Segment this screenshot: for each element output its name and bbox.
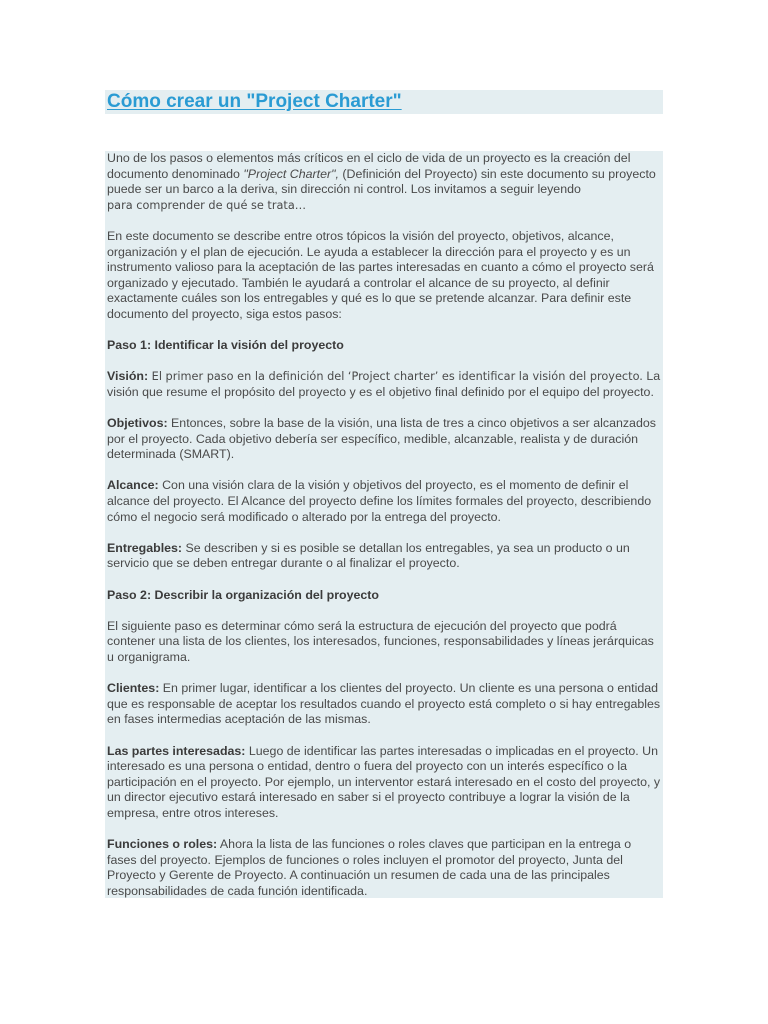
funciones-text: Ahora la lista de las funciones o roles claves que participan en la entrega o fases del proyecto. Ejemplos de funciones o roles incluyen el promotor del proyecto, Junta del Proyecto y Gerente de Proyecto. A continuación un resumen de cada una de las principales responsabilidades de cada función identificada. — [107, 837, 632, 898]
entregables-label: Entregables: — [107, 540, 183, 555]
clientes-label: Clientes: — [107, 681, 160, 696]
objetivos-text: Entonces, sobre la base de la visión, una lista de tres a cinco objetivos a ser alcanzados por el proyecto. Cada objetivo debería ser específico, medible, alcanzable, realista y de duración determinada (SMART). — [107, 416, 656, 462]
vision-label: Visión: — [107, 369, 149, 384]
vision-text: El primer paso en la definición del ‘Project charter’ es identificar la visión del proyecto. — [148, 370, 643, 384]
clientes-text: En primer lugar, identificar a los clientes del proyecto. Un cliente es una persona o entidad que es responsable de aceptar los resultados cuando el proyecto está completo o si hay entregables en fases intermedias aceptación de las mismas. — [107, 681, 661, 727]
partes-text: Luego de identificar las partes interesadas o implicadas en el proyecto. Un interesado es una persona o entidad, dentro o fuera del proyecto con un interés específico o la participación en el proyecto. Por ejemplo, un interventor estará interesado en el costo del proyecto, y un director ejecutivo estará interesado en saber si el proyecto contribuye a lograr la visión de la empresa, entre otros intereses. — [107, 743, 661, 820]
clientes-paragraph — [107, 681, 663, 728]
step1-heading: Paso 1: Identificar la visión del proyecto — [107, 338, 344, 353]
funciones-label: Funciones o roles: — [107, 837, 218, 852]
objetivos-paragraph — [107, 416, 663, 463]
vision-paragraph — [107, 369, 663, 400]
alcance-text: Con una visión clara de la visión y objetivos del proyecto, es el momento de definir el alcance del proyecto. El Alcance del proyecto define los límites formales del proyecto, describiendo cómo el negocio será modificado o alterado por la entrega del proyecto. — [107, 478, 652, 524]
intro-tail: para comprender de qué se trata… — [107, 198, 307, 212]
intro-paragraph — [107, 151, 663, 213]
entregables-paragraph — [107, 541, 663, 572]
document-title: Cómo crear un "Project Charter" — [107, 91, 402, 112]
step2-heading: Paso 2: Describir la organización del proyecto — [107, 587, 379, 602]
intro-text-continued: (Definición del Proyecto) sin este documento su proyecto puede ser un barco a la deriva, sin dirección ni control. Los invitamos a seguir leyendo — [107, 166, 656, 197]
alcance-label: Alcance: — [107, 478, 159, 493]
partes-paragraph — [107, 744, 663, 822]
intro-text: Uno de los pasos o elementos más críticos en el ciclo de vida de un proyecto es la creación del documento denominado — [107, 151, 631, 181]
alcance-paragraph — [107, 478, 663, 525]
overview-paragraph: En este documento se describe entre otros tópicos la visión del proyecto, objetivos, alcance, organización y el plan de ejecución. Le ayuda a establecer la dirección para el proyecto y es un instrumento valioso para la aceptación de las partes interesadas en cuanto a cómo el proyecto será organizado y ejecutado. También le ayudará a controlar el alcance de su proyecto, al definir exactamente cuáles son los entregables y qué es lo que se pretende alcanzar. Para definir este documento del proyecto, siga estos pasos: — [107, 228, 654, 321]
objetivos-label: Objetivos: — [107, 416, 168, 431]
vision-text-continued: La visión que resume el propósito del proyecto y es el objetivo final definido por el equipo del proyecto. — [107, 369, 661, 399]
step2-intro-paragraph: El siguiente paso es determinar cómo será la estructura de ejecución del proyecto que podrá contener una lista de los clientes, los interesados, funciones, responsabilidades y líneas jerárquicas u organigrama. — [107, 618, 654, 664]
intro-emphasis: "Project Charter", — [243, 166, 339, 181]
funciones-paragraph — [107, 837, 663, 899]
entregables-text: Se describen y si es posible se detallan los entregables, ya sea un producto o un servicio que se deben entregar durante o al finalizar el proyecto. — [107, 540, 630, 571]
document-body — [107, 151, 663, 915]
partes-label: Las partes interesadas: — [107, 743, 246, 758]
